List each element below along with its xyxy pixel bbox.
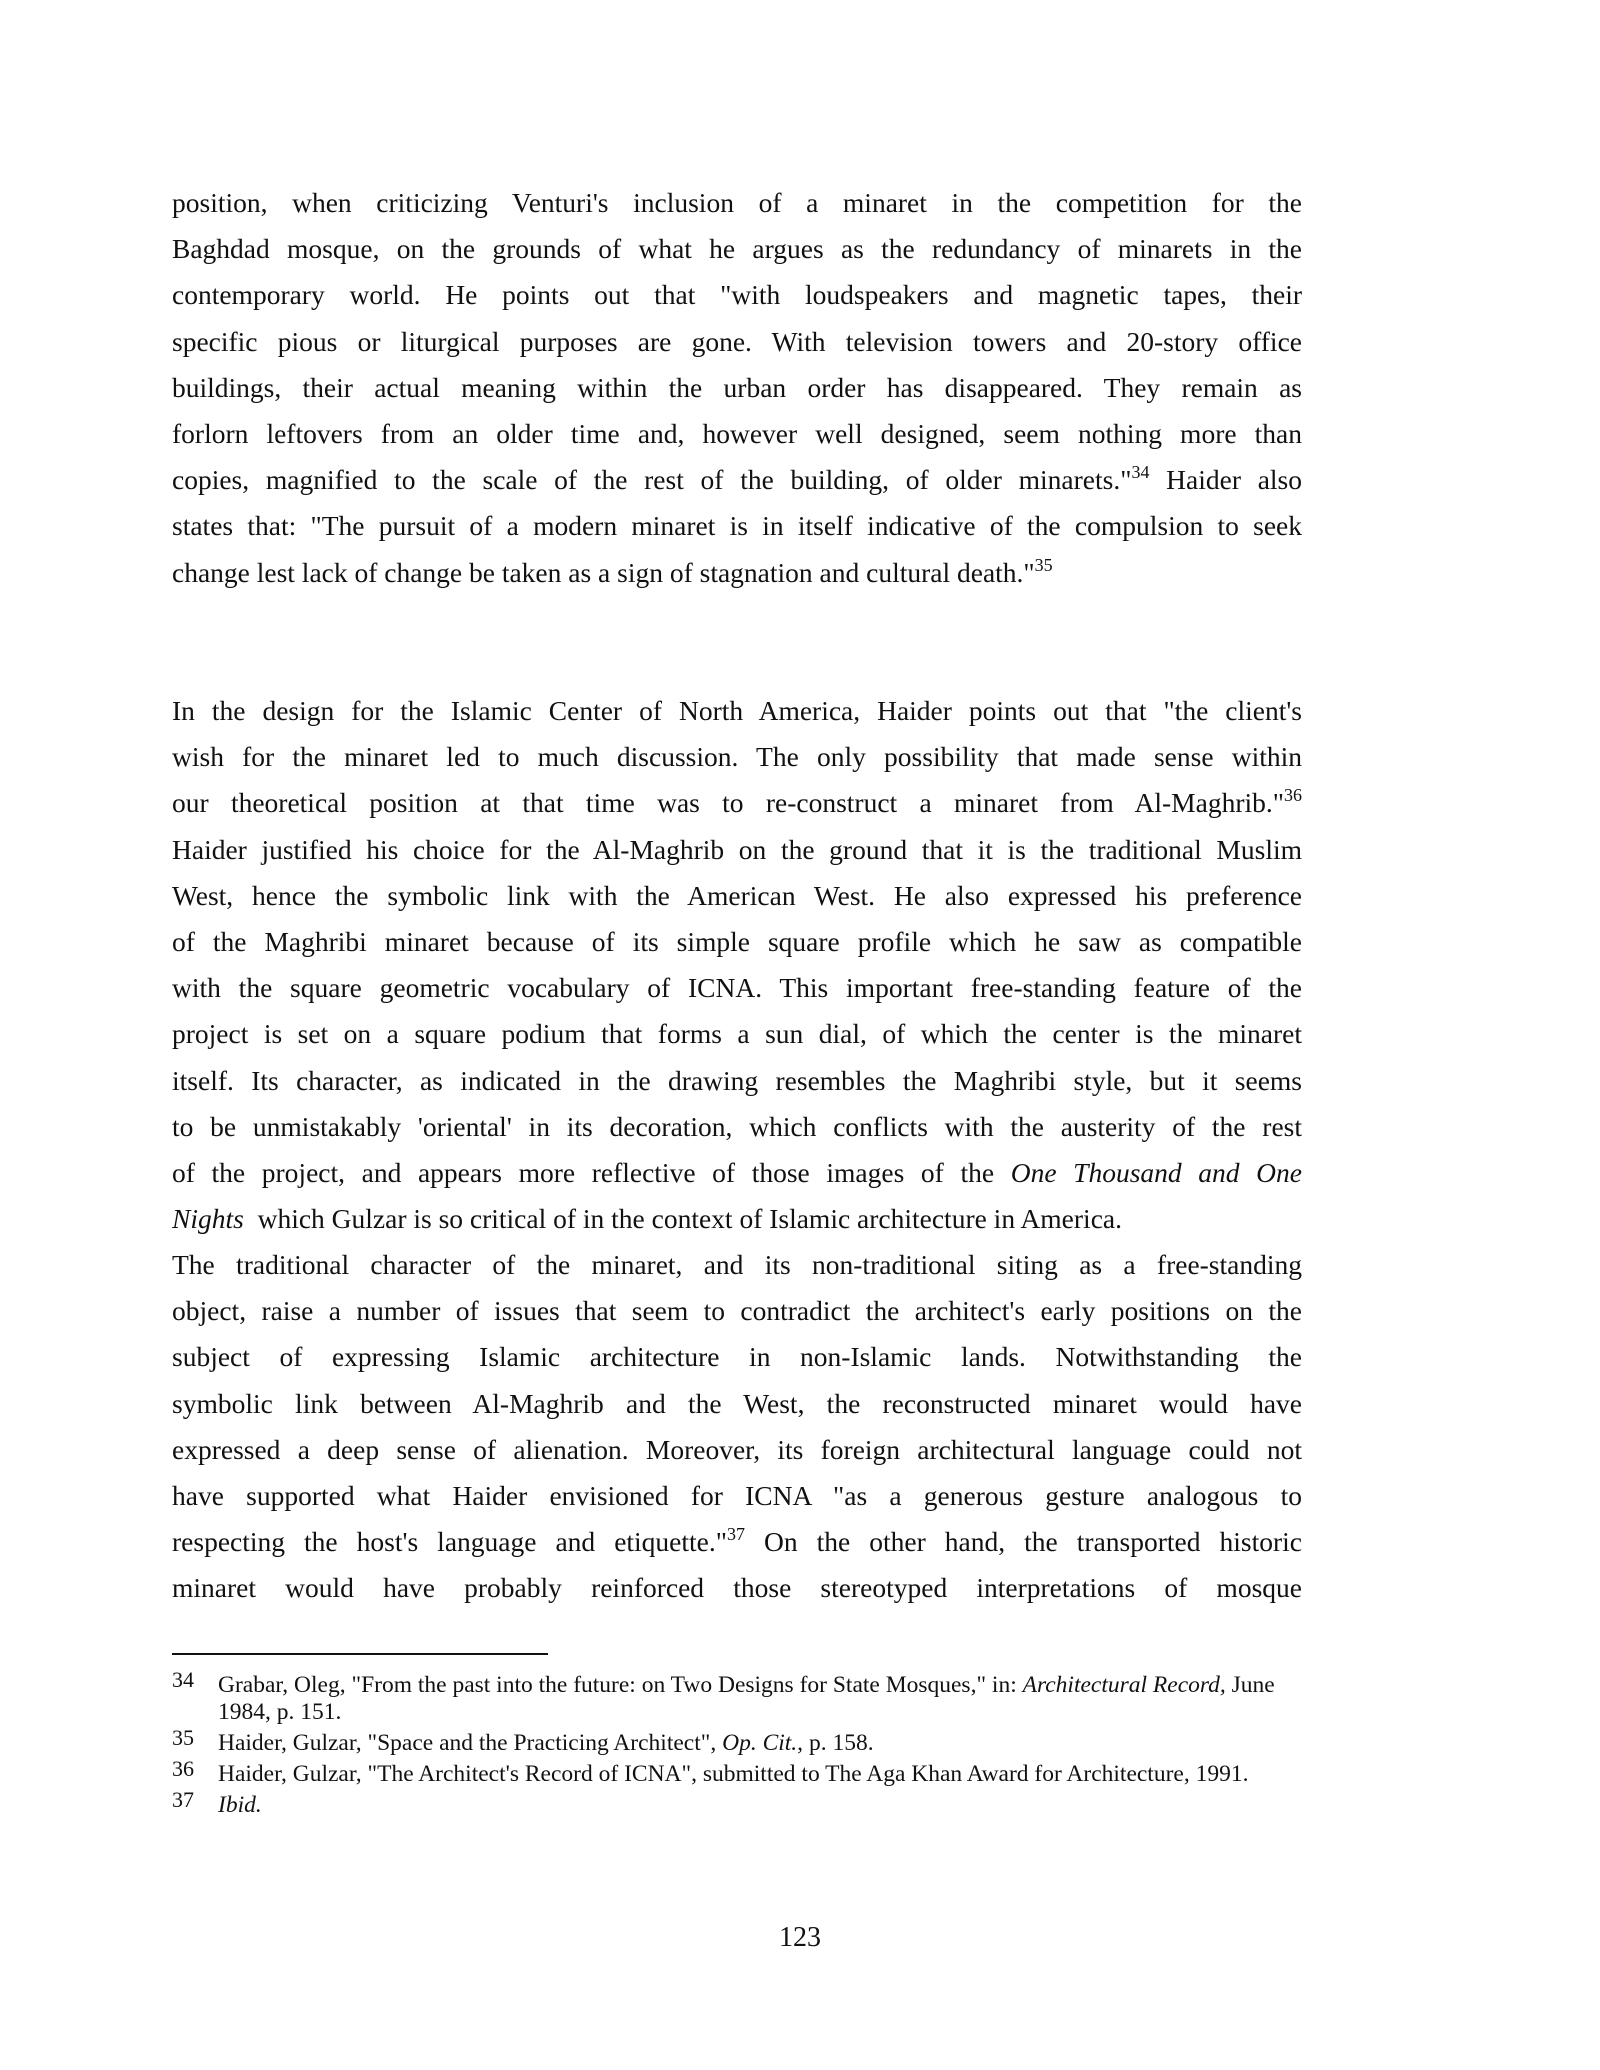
footnote-text (218, 1672, 1312, 1726)
text-line (172, 734, 1302, 780)
line-text: Haider justified his choice for the Al-Maghrib on the ground that it is the traditional Muslim (172, 833, 1302, 865)
text-line (172, 1519, 1302, 1565)
line-text: with the square geometric vocabulary of ICNA. This important free-standing feature of the (172, 972, 1302, 1004)
footnotes (172, 1667, 1312, 1823)
text-line (172, 1011, 1302, 1057)
line-text: specific pious or liturgical purposes are gone. With television towers and 20-story office (172, 325, 1302, 357)
op-cit-italic: Op. Cit., (722, 1730, 804, 1756)
line-text: buildings, their actual meaning within the urban order has disappeared. They remain as (172, 371, 1302, 403)
text-line (172, 411, 1302, 457)
footnote-text (218, 1761, 1312, 1788)
footnote-ref-34[interactable]: 34 (1131, 462, 1150, 483)
footnote-number: 35 (172, 1725, 194, 1750)
text-line (172, 1242, 1302, 1288)
text-line (172, 457, 1302, 503)
line-text: states that: "The pursuit of a modern minaret is in itself indicative of the compulsion to seek (172, 510, 1302, 542)
text-line (172, 1150, 1302, 1196)
line-text: respecting the host's language and etiquette." (172, 1526, 727, 1558)
text-line (172, 873, 1302, 919)
line-text: change lest lack of change be taken as a sign of stagnation and cultural death." (172, 556, 1035, 588)
line-text: to be unmistakably 'oriental' in its decoration, which conflicts with the austerity of the rest (172, 1110, 1302, 1142)
ibid-italic: Ibid. (218, 1792, 262, 1818)
line-text: On the other hand, the transported historic (744, 1526, 1302, 1558)
text-line (172, 365, 1302, 411)
text-line (172, 1473, 1302, 1519)
footnote-number: 37 (172, 1787, 194, 1812)
line-text: subject of expressing Islamic architecture in non-Islamic lands. Notwithstanding the (172, 1341, 1302, 1373)
footnote-ref-37[interactable]: 37 (726, 1524, 745, 1545)
line-text: have supported what Haider envisioned for ICNA "as a generous gesture analogous to (172, 1479, 1302, 1511)
line-text: expressed a deep sense of alienation. Moreover, its foreign architectural language could not (172, 1433, 1302, 1465)
line-text: The traditional character of the minaret, and its non-traditional siting as a free-standing (172, 1249, 1302, 1280)
journal-title-italic: Architectural Record, (1022, 1672, 1226, 1698)
text-line (172, 1104, 1302, 1150)
line-text: copies, magnified to the scale of the rest of the building, of older minarets." (172, 464, 1132, 496)
footnote-ref-35[interactable]: 35 (1034, 554, 1053, 575)
line-text: itself. Its character, as indicated in the drawing resembles the Maghribi style, but it seems (172, 1064, 1302, 1096)
footnote-36 (172, 1756, 1312, 1788)
text-line (172, 272, 1302, 318)
line-text: object, raise a number of issues that seem to contradict the architect's early positions on the (172, 1295, 1302, 1327)
paragraph-3 (172, 1242, 1302, 1612)
line-text: position, when criticizing Venturi's inclusion of a minaret in the competition for the (172, 187, 1302, 218)
line-text: which Gulzar is so critical of in the context of Islamic architecture in America. (243, 1203, 1122, 1235)
text-line (172, 503, 1302, 549)
line-text: our theoretical position at that time was to re-construct a minaret from Al-Maghrib." (172, 787, 1284, 819)
text-line (172, 1565, 1302, 1611)
citation-text: June 1984, p. 151. (218, 1672, 1275, 1725)
footnote-37 (172, 1787, 1312, 1819)
footnote-34 (172, 1667, 1312, 1726)
text-line (172, 1381, 1302, 1427)
line-text: Haider also (1149, 464, 1303, 496)
text-line (172, 1288, 1302, 1334)
line-text: minaret would have probably reinforced those stereotyped interpretations of mosque (172, 1572, 1302, 1604)
footnote-number: 34 (172, 1667, 194, 1692)
footnote-text (218, 1792, 1312, 1819)
text-line (172, 319, 1302, 365)
footnote-35 (172, 1725, 1312, 1757)
book-title-italic: One Thousand and One (1010, 1156, 1302, 1188)
text-line (172, 180, 1302, 226)
footnote-separator (172, 1653, 548, 1655)
text-line (172, 688, 1302, 734)
text-line (172, 1058, 1302, 1104)
line-text: In the design for the Islamic Center of North America, Haider points out that "the client's (172, 695, 1302, 726)
line-text: West, hence the symbolic link with the American West. He also expressed his preference (172, 879, 1302, 911)
line-text: of the Maghribi minaret because of its simple square profile which he saw as compatible (172, 925, 1302, 957)
line-text: project is set on a square podium that forms a sun dial, of which the center is the minaret (172, 1018, 1302, 1050)
book-title-italic: Nights (172, 1203, 244, 1235)
line-text: wish for the minaret led to much discussion. The only possibility that made sense within (172, 741, 1302, 773)
text-line (172, 1427, 1302, 1473)
text-line (172, 226, 1302, 272)
line-text: Baghdad mosque, on the grounds of what he argues as the redundancy of minarets in the (172, 233, 1302, 265)
citation-text: Grabar, Oleg, "From the past into the future: on Two Designs for State Mosques," in: (218, 1672, 1023, 1698)
paragraph-1 (172, 180, 1302, 596)
text-line (172, 827, 1302, 873)
line-text: symbolic link between Al-Maghrib and the West, the reconstructed minaret would have (172, 1387, 1302, 1419)
paragraph-2 (172, 688, 1302, 1242)
footnote-text (218, 1730, 1312, 1757)
line-text: contemporary world. He points out that "with loudspeakers and magnetic tapes, their (172, 279, 1302, 311)
text-line (172, 919, 1302, 965)
citation-text: p. 158. (803, 1730, 874, 1756)
text-line (172, 1334, 1302, 1380)
footnote-ref-36[interactable]: 36 (1284, 785, 1302, 806)
text-line (172, 965, 1302, 1011)
text-line (172, 1196, 1302, 1242)
footnote-number: 36 (172, 1756, 194, 1781)
citation-text: Haider, Gulzar, "The Architect's Record of ICNA", submitted to The Aga Khan Award for Architecture, 1991. (218, 1761, 1249, 1787)
text-line (172, 780, 1302, 826)
citation-text: Haider, Gulzar, "Space and the Practicing Architect", (218, 1730, 723, 1756)
text-line (172, 550, 1302, 596)
line-text: of the project, and appears more reflective of those images of the (172, 1156, 1011, 1188)
line-text: forlorn leftovers from an older time and, however well designed, seem nothing more than (172, 417, 1302, 449)
page-number: 123 (779, 1922, 821, 1953)
